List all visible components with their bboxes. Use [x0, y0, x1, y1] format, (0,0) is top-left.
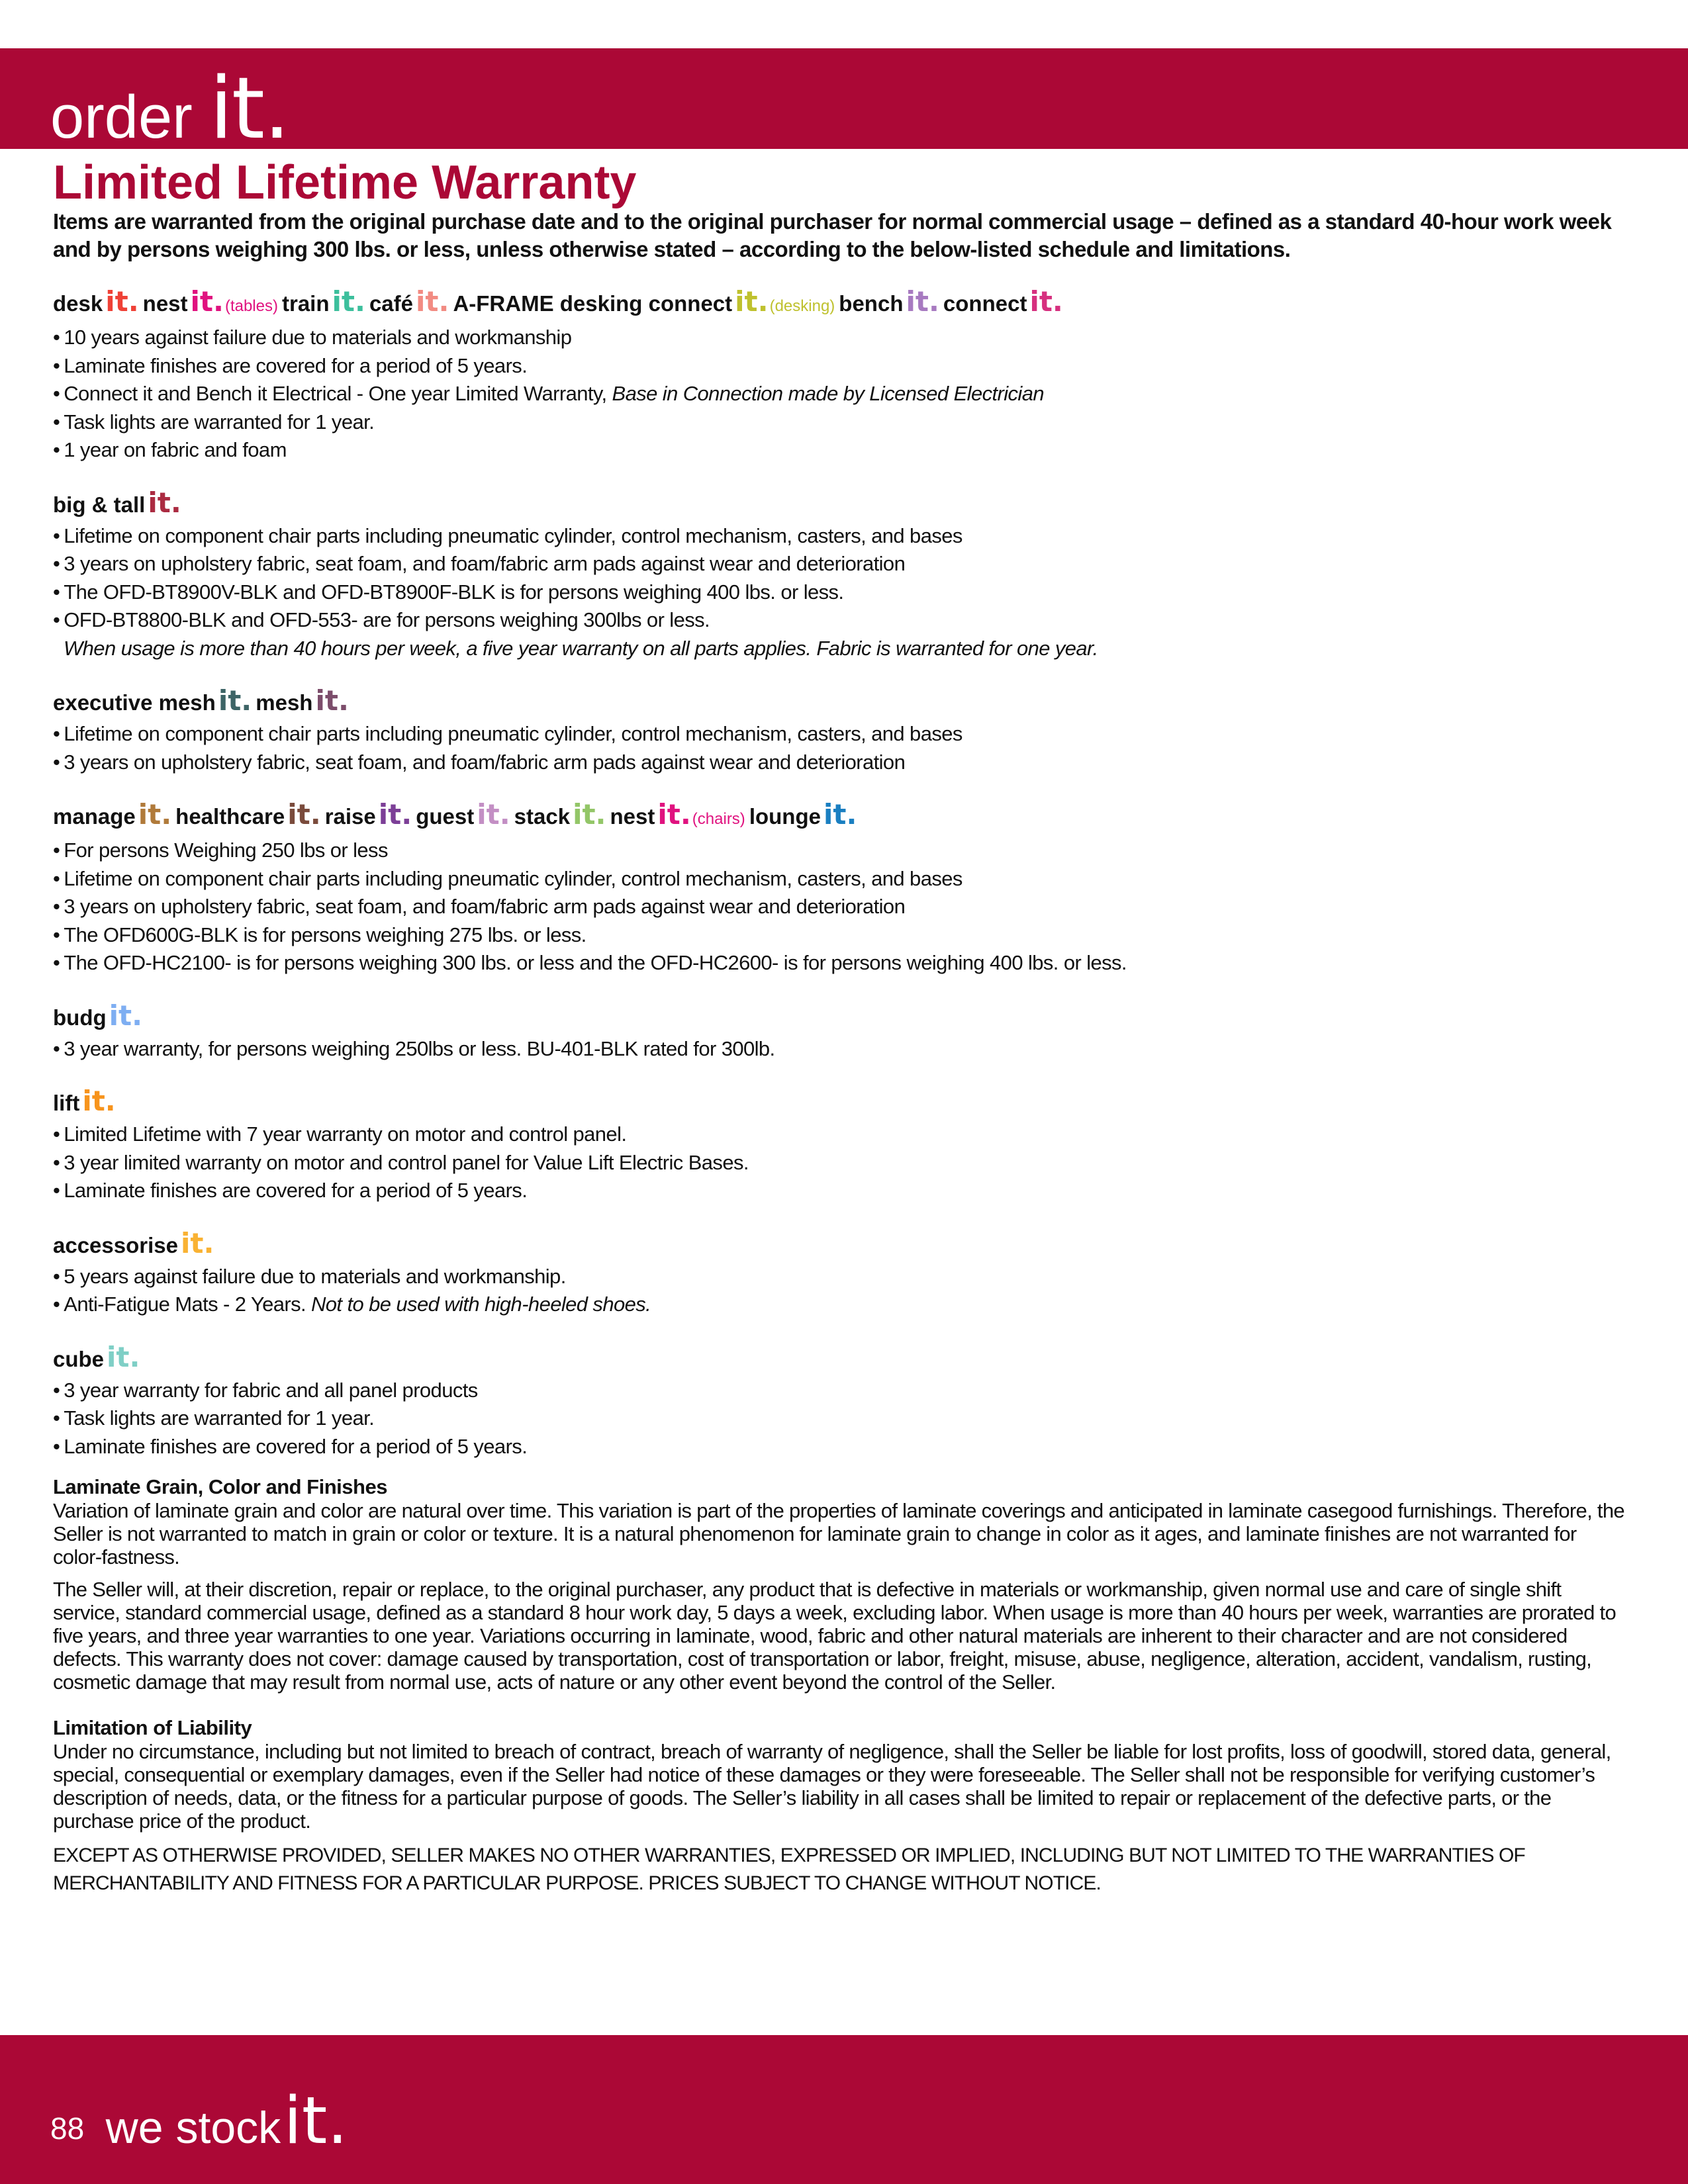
product-line-it: it. [573, 798, 606, 831]
seller-paragraph: The Seller will, at their discretion, repair or replace, to the original purchaser, any product that is defective in materials or workmanship, given normal use and care of single shift service, standard commercial usage, defined as a standard 8 hour work day, 5 days a week, excluding labor. When usage is more than 40 hours per week, warranties are prorated to five years, and three year warranties to one year. Variations occurring in laminate, wood, fabric and other natural materials are inherent to their character and are not considered defects. This warranty does not cover: damage caused by transportation, cost of transportation or labor, freight, misuse, abuse, negligence, alteration, accident, vandalism, rusting, cosmetic damage that may result from normal use, acts of nature or any other event beyond the control of the Seller. [53, 1578, 1617, 1694]
bullet-text: Lifetime on component chair parts including pneumatic cylinder, control mechanism, casters, and bases [64, 523, 962, 547]
product-line-it: it. [735, 285, 769, 318]
section-note: When usage is more than 40 hours per week, a five year warranty on all parts applies. Fabric is warranted for one year. [64, 636, 1098, 660]
product-sections [53, 285, 1628, 1461]
product-line-it: it. [138, 798, 172, 831]
bullet-dot-icon: • [53, 523, 60, 547]
bullet-dot-icon: • [53, 895, 60, 918]
bullet-item [53, 436, 1628, 465]
bullet-dot-icon: • [53, 951, 60, 974]
product-line-note: (desking) [769, 297, 835, 315]
bullet-text: 3 year limited warranty on motor and control panel for Value Lift Electric Bases. [64, 1150, 749, 1174]
product-line-it: it. [906, 285, 939, 318]
product-line-name: guest [416, 804, 475, 829]
section-heading [53, 1226, 1628, 1263]
bullet-dot-icon: • [53, 923, 60, 946]
liability-title: Limitation of Liability [53, 1716, 252, 1739]
product-line-name: accessorise [53, 1232, 178, 1257]
bullet-dot-icon: • [53, 1406, 60, 1430]
product-line-it: it. [218, 684, 252, 717]
liability-paragraph: Under no circumstance, including but not limited to breach of contract, breach of warranty of negligence, shall the Seller be liable for lost profits, loss of goodwill, stored data, general, special, consequential or exemplary damages, even if the Seller had notice of these damages or they were foreseeable. The Seller shall not be responsible for verifying customer’s description of needs, data, or the fitness for a particular purpose of goods. The Seller’s liability in all cases shall be limited to repair or replacement of the defective parts, or the purchase price of the product. [53, 1740, 1611, 1833]
bullet-italic-text: Base in Connection made by Licensed Electrician [612, 382, 1044, 405]
warranty-section [53, 999, 1628, 1064]
product-line-it: it. [1029, 285, 1063, 318]
product-line-name: lift [53, 1091, 80, 1115]
bullet-item [53, 921, 1628, 950]
bullet-text: 3 year warranty, for persons weighing 250lbs or less. BU-401-BLK rated for 300lb. [64, 1036, 775, 1060]
bullet-text: Lifetime on component chair parts including pneumatic cylinder, control mechanism, casters, and bases [64, 722, 962, 745]
bullet-dot-icon: • [53, 839, 60, 862]
header-brand-word: order [50, 83, 193, 151]
bullet-list [53, 1263, 1628, 1319]
bullet-list [53, 837, 1628, 978]
bullet-dot-icon: • [53, 866, 60, 890]
warranty-section [53, 684, 1628, 776]
bullet-item [53, 1404, 1628, 1433]
bullet-dot-icon: • [53, 552, 60, 575]
bullet-dot-icon: • [53, 326, 60, 349]
bullet-item [53, 893, 1628, 921]
warranty-section [53, 1084, 1628, 1205]
bullet-dot-icon: • [53, 750, 60, 774]
product-line-it: it. [287, 798, 321, 831]
bullet-dot-icon: • [53, 353, 60, 377]
bullet-item [53, 720, 1628, 749]
intro-paragraph: Items are warranted from the original purchase date and to the original purchaser for normal commercial usage – defined as a standard 40-hour work week and by persons weighing 300 lbs. or less, unless otherwise stated – according to the below-listed schedule and limitations. [53, 209, 1612, 261]
product-line-name: connect [943, 291, 1027, 316]
bullet-item [53, 550, 1628, 578]
bullet-text: The OFD-BT8900V-BLK and OFD-BT8900F-BLK is for persons weighing 400 lbs. or less. [64, 580, 844, 604]
bullet-text: Limited Lifetime with 7 year warranty on motor and control panel. [64, 1122, 627, 1146]
product-line-name: manage [53, 804, 136, 829]
bullet-item [53, 1177, 1628, 1205]
bullet-text: 3 years on upholstery fabric, seat foam, and foam/fabric arm pads against wear and deterioration [64, 750, 906, 774]
product-line-name: cube [53, 1346, 105, 1371]
warranty-section [53, 486, 1628, 663]
warranty-section [53, 285, 1628, 465]
warranty-section [53, 1226, 1628, 1319]
bullet-text: Connect it and Bench it Electrical - One year Limited Warranty, [64, 382, 612, 405]
bullet-text: Anti-Fatigue Mats - 2 Years. [64, 1293, 311, 1316]
laminate-block [53, 1475, 1628, 1694]
section-heading [53, 1340, 1628, 1377]
product-line-name: nest [142, 291, 188, 316]
product-line-name: café [369, 291, 413, 316]
bullet-dot-icon: • [53, 1036, 60, 1060]
bullet-dot-icon: • [53, 410, 60, 433]
product-line-it: it. [148, 486, 181, 519]
bullet-item [53, 837, 1628, 865]
bullet-text: Laminate finishes are covered for a period of 5 years. [64, 1434, 528, 1458]
footer-brand [50, 2083, 348, 2159]
bullet-dot-icon: • [53, 1434, 60, 1458]
bullet-text: 1 year on fabric and foam [64, 438, 287, 461]
bullet-item [53, 324, 1628, 352]
product-line-name: big & tall [53, 492, 146, 517]
product-line-name: nest [610, 804, 655, 829]
bullet-item [53, 408, 1628, 437]
product-line-name: desk [53, 291, 103, 316]
bullet-item [53, 606, 1628, 635]
liability-block [53, 1716, 1628, 1897]
footer-brand-it: it. [283, 2083, 348, 2159]
bullet-text: The OFD600G-BLK is for persons weighing 275 lbs. or less. [64, 923, 586, 946]
product-line-name: lounge [749, 804, 821, 829]
bullet-list [53, 324, 1628, 465]
bullet-list [53, 522, 1628, 635]
bullet-dot-icon: • [53, 1293, 60, 1316]
bullet-item [53, 522, 1628, 551]
bullet-item [53, 352, 1628, 381]
product-line-note: (chairs) [692, 810, 745, 828]
section-heading [53, 285, 1628, 324]
bullet-dot-icon: • [53, 608, 60, 631]
bullet-text: Task lights are warranted for 1 year. [64, 410, 375, 433]
warranty-section [53, 797, 1628, 978]
page-title: Limited Lifetime Warranty [53, 156, 637, 209]
bullet-item [53, 1035, 1628, 1064]
product-line-it: it. [416, 285, 449, 318]
footer-brand-word: we stock [105, 2103, 281, 2153]
product-line-it: it. [107, 1340, 140, 1373]
bullet-text: 3 years on upholstery fabric, seat foam, and foam/fabric arm pads against wear and deterioration [64, 895, 906, 918]
warranty-content [53, 158, 1628, 1897]
header-brand-it: it. [209, 60, 289, 158]
section-heading [53, 684, 1628, 720]
product-line-it: it. [190, 285, 224, 318]
disclaimer-paragraph: EXCEPT AS OTHERWISE PROVIDED, SELLER MAKES NO OTHER WARRANTIES, EXPRESSED OR IMPLIED, INCLUDING BUT NOT LIMITED TO THE WARRANTIES OF MERCHANTABILITY AND FITNESS FOR A PARTICULAR PURPOSE. PRICES SUBJECT TO CHANGE WITHOUT NOTICE. [53, 1844, 1525, 1894]
bullet-item [53, 865, 1628, 893]
bullet-item [53, 949, 1628, 978]
product-line-it: it. [378, 798, 412, 831]
product-line-it: it. [109, 999, 143, 1032]
bullet-text: 3 years on upholstery fabric, seat foam, and foam/fabric arm pads against wear and deterioration [64, 552, 906, 575]
product-line-it: it. [477, 798, 510, 831]
product-line-it: it. [332, 285, 365, 318]
section-heading [53, 999, 1628, 1035]
bullet-dot-icon: • [53, 1179, 60, 1202]
bullet-list [53, 1035, 1628, 1064]
product-line-name: bench [839, 291, 904, 316]
bullet-list [53, 1120, 1628, 1205]
bullet-text: Task lights are warranted for 1 year. [64, 1406, 375, 1430]
bullet-dot-icon: • [53, 1378, 60, 1402]
product-line-name: train [281, 291, 330, 316]
bullet-dot-icon: • [53, 1264, 60, 1288]
bullet-italic-text: Not to be used with high-heeled shoes. [311, 1293, 651, 1316]
laminate-title: Laminate Grain, Color and Finishes [53, 1475, 387, 1498]
bullet-item [53, 1149, 1628, 1177]
section-heading [53, 1084, 1628, 1120]
bullet-text: 3 year warranty for fabric and all panel products [64, 1378, 478, 1402]
page-number: 88 [50, 2111, 85, 2146]
header-brand [50, 60, 289, 158]
bullet-item [53, 380, 1628, 408]
product-line-name: stack [514, 804, 571, 829]
product-line-name: mesh [256, 690, 313, 715]
bullet-list [53, 1377, 1628, 1461]
bullet-item [53, 1120, 1628, 1149]
bullet-text: The OFD-HC2100- is for persons weighing 300 lbs. or less and the OFD-HC2600- is for persons weighing 400 lbs. or less. [64, 951, 1127, 974]
bullet-text: For persons Weighing 250 lbs or less [64, 839, 388, 862]
warranty-section [53, 1340, 1628, 1461]
bullet-text: 10 years against failure due to materials and workmanship [64, 326, 572, 349]
product-line-it: it. [105, 285, 139, 318]
bullet-item [53, 578, 1628, 607]
product-line-name: healthcare [175, 804, 285, 829]
product-line-it: it. [823, 798, 857, 831]
bullet-text: Laminate finishes are covered for a period of 5 years. [64, 1179, 528, 1202]
bullet-item [53, 1377, 1628, 1405]
laminate-paragraph: Variation of laminate grain and color are natural over time. This variation is part of the properties of laminate coverings and anticipated in laminate casegood furnishings. Therefore, the Seller is not warranted to match in grain or color or texture. It is a natural phenomenon for laminate grain to change in color as it ages, and laminate finishes are not warranted for color-fastness. [53, 1499, 1624, 1569]
product-line-name: executive mesh [53, 690, 216, 715]
product-line-note: (tables) [224, 297, 278, 315]
bullet-text: 5 years against failure due to materials and workmanship. [64, 1264, 566, 1288]
bullet-text: Lifetime on component chair parts including pneumatic cylinder, control mechanism, casters, and bases [64, 866, 962, 890]
section-heading [53, 797, 1628, 837]
bullet-dot-icon: • [53, 382, 60, 405]
product-line-name: budg [53, 1005, 107, 1030]
bullet-item [53, 1263, 1628, 1291]
product-line-it: it. [82, 1085, 116, 1117]
bullet-text: OFD-BT8800-BLK and OFD-553- are for persons weighing 300lbs or less. [64, 608, 710, 631]
bullet-dot-icon: • [53, 438, 60, 461]
bullet-dot-icon: • [53, 722, 60, 745]
bullet-text: Laminate finishes are covered for a period of 5 years. [64, 353, 528, 377]
bullet-item [53, 1433, 1628, 1461]
bullet-dot-icon: • [53, 1150, 60, 1174]
bullet-item [53, 1291, 1628, 1319]
product-line-name: raise [324, 804, 376, 829]
bullet-list [53, 720, 1628, 776]
product-line-it: it. [181, 1226, 214, 1259]
section-heading [53, 486, 1628, 522]
bullet-item [53, 749, 1628, 777]
bullet-dot-icon: • [53, 580, 60, 604]
product-line-it: it. [315, 684, 349, 717]
bullet-dot-icon: • [53, 1122, 60, 1146]
product-line-name: A-FRAME desking connect [453, 291, 733, 316]
product-line-it: it. [657, 798, 691, 831]
